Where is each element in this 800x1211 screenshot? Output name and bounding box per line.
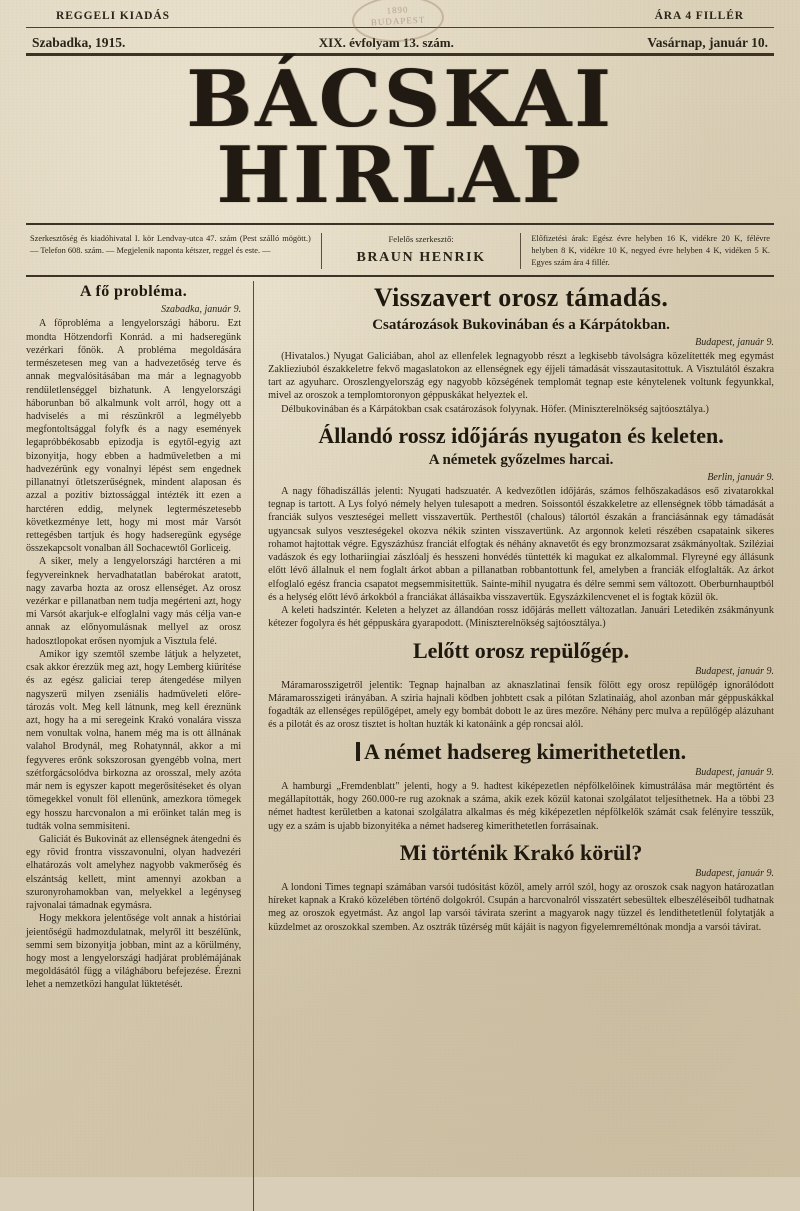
article-visszavert xyxy=(268,283,774,415)
article-paragraph: (Hivatalos.) Nyugat Galiciában, ahol az ellenfelek legnagyobb részt a legkisebb távolságra közelítették meg egymást Zaklieziuból északkeletre fekvő magaslatokon az ellenségnek egy éjjeli támadását visszautasitottuk. A Visztulától északra tart az agyuharc. Oroszlengyelország egy nagyobb községének templomát tegnap este kénytelenek voltunk fegyunkkal, mivel az oroszok a templomtoronyon géppuskákat helyeztek el. xyxy=(268,350,774,402)
divider-under-colophon xyxy=(26,275,774,277)
left-paragraph: A siker, mely a lengyelországi harctéren a mi fegyvereinknek hervadhatatlan babérokat aratott, nagy zavarba hozta az orosz ellenséget. Az orosz vezérkar e pillanatban nem tudja megérteni azt, hogy mi Varsót akarjuk-e elfoglalni vagy más célja van-e annak az előnyomulásnak mellyel az orosz hadosztlopokat erősen nyomjuk a Visztula felé. xyxy=(26,556,242,647)
left-paragraph: A főprobléma a lengyelországi háboru. Ezt mondta Hötzendorfi Konrád. a mi hadseregünk vezérkari főnök. A probléma megoldására természetesen meg van a hadvezetőség terve és annak megvalósitásában ma már a legnagyobb rendületlenséggel bizhatunk. A lengyelországi háborunban bő alkalmunk volt arról, hogy ott a hadviselés a mi részünkről a legmélyebb megfontoltsággal folyfk és a nagy események legapróbbékosabb epizodja is egytől-egyig azt bizonyitja, hogy ebben a hadműveletben a mi hadvezérünk egy vonalnyi lépést sem engednek pillanatnyi ötletszerűségnek, mindent alaposan és azzal a pozitiv biztossággal intézték itt ezen a harctéren eddig, melynek legtermészetesebb következménye lett, hogy mi most már Varsót rettegésben tartjuk és hogy hadseregünk egysége összekapcsolt vonalban áll Sochacewtől Gorliceig. xyxy=(26,318,242,555)
stamp-year: 1890 xyxy=(386,4,409,16)
edition-label: REGGELI KIADÁS xyxy=(56,10,170,22)
colophon-office-info: Szerkesztőség és kiadóhivatal I. kör Lendvay-utca 47. szám (Pest szálló mögött.) — Telefon 608. szám. — Megjelenik naponta kétszer, reggel és este. — xyxy=(30,233,311,256)
article-dateline: Budapest, január 9. xyxy=(695,665,774,677)
article-dateline: Budapest, január 9. xyxy=(695,867,774,879)
article-paragraph: A nagy főhadiszállás jelenti: Nyugati hadszuatér. A kedvezőtlen időjárás, számos felhőszakadásos eső zivatarokkal tegnap is tartott. A Lys folyó némely helyen tulesapott a medren. Soissontól északkeletre az ellenségnek több támadását a franciák sulyos veszteségei mellett visszavertük. Perthestől (chalous) tálortól északán a franciásánnak egy támadását ugyancsak sulyos veszteségekel okozva nékik szinten visszavertünk. Az argonnok keleti részében csapataink sikeres rohamot hajtottak végre. Egyszázhúsz franciát elfogtak és néhány aknavetőt és egy bronzmozsarat zsákmányoltak. Sziléziai vadászok és egy lothariingiai zászlóalj és hesszeni honvédés tüntették ki magukat ez alkalommal. Flyreyné egy állásunk előtt lévő állalnuk el nem foglalt árkot abban a pillanatban robbantottunk fel, amelyben a franciák elfoglalták. Az árkot elfoglaló egész francia csapatot megsemmisitettük. Sainte-mihil nyugatra és délre semmi sem változott. Oberburnhauptból és a helység előtt lévő árkokból a franciákat állásaikba visszavertük. Egyszázkilencvenet el is fogtak közül ök. xyxy=(268,485,774,603)
left-paragraph: Amikor igy szemtől szembe látjuk a helyzetet, csak akkor érezzük meg azt, hogy Lemberg kiürítése és az egész galiciai terep átengedése milyen nagyszerű milyen zseniális hadműveleti előre-tározás volt. Meg kell látnunk, meg kell éreznünk azt, hogy ha a mi seregeink Krakó vonalára vissza nem vonultak volna, hanem még ma is ott állnának valahol Brodynál, meg Rohatynnál, akkor a mi fegyveres erőnk sokszorosan gyengébb volna, mert szétforgácsolódva birkozna az orosszal, mely azóta már nem is egyszer kapott megerősítéseket és olyan tömegekkel vonult föl ellenünk, amezkora tömegek egy hosszu harcvonalon a mi erőinket talán meg is tudták volna semmisiteni. xyxy=(26,648,242,832)
article-body xyxy=(26,281,774,1211)
article-paragraph: Délbukovinában és a Kárpátokban csak csatározások folyynak. Höfer. (Miniszterelnökség sajtóosztálya.) xyxy=(281,403,709,415)
divider-under-masthead xyxy=(26,223,774,225)
stamp-city: BUDAPEST xyxy=(370,14,426,28)
article-title-row xyxy=(268,739,774,764)
place-year: Szabadka, 1915. xyxy=(32,35,126,50)
article-repulogep xyxy=(268,638,774,732)
article-title: Visszavert orosz támadás. xyxy=(373,283,669,313)
issue-date: Vasárnap, január 10. xyxy=(647,35,768,50)
editor-name: BRAUN HENRIK xyxy=(356,250,486,266)
article-paragraph: A londoni Times tegnapi számában varsói tudósitást közöl, amely arról szól, hogy az oroszok csak nagyon határozatlan híreket kapnak a Krakó közelében történő dolgokról. Csupán a harcvonalról visszatért sebesültek elbeszéléseiből tudhatnak meg az oroszok egyetmást. Az angol lap varsói távirata szerint a magyarok nagy tüzzel és lendithetetlenül folytatják a küzdelmet az oroszokkal szemben. Az osztrák tüzérség műt kájáit is nagyon figyelemreméltónak mondja a varsói távirat. xyxy=(268,881,774,933)
colophon-subscription-prices: Előfizetési árak: Egész évre helyben 16 K, vidékre 20 K, félévre helyben 8 K, vidékre 10 K, negyed évre helyben 4 K, vidéken 5 K. Egyes szám ára 4 fillér. xyxy=(531,233,770,268)
masthead xyxy=(26,54,774,225)
editor-label: Felelős szerkesztő: xyxy=(388,233,454,244)
left-paragraph: Galiciát és Bukovinát az ellenségnek átengedni és egy rövid frontra visszavonulni, olyan hadvezéri elhatározás volt amelyhez nagyobb vakmerőség és elszántság kellett, mint amennyi azokban a szuronyrohamokban van, melyekkel a legényseg rajvonalai támadnak egymásra. xyxy=(26,833,242,912)
article-dateline: Berlin, január 9. xyxy=(707,471,774,483)
price-label: ÁRA 4 FILLÉR xyxy=(654,10,744,22)
newspaper-title: BÁCSKAI HIRLAP xyxy=(186,54,614,222)
column-left xyxy=(26,281,254,1211)
article-title: A német hadsereg kimerithetetlen. xyxy=(363,738,687,764)
article-title: Lelőtt orosz repülőgép. xyxy=(412,637,630,663)
article-dateline: Budapest, január 9. xyxy=(695,766,774,778)
article-paragraph: Máramarosszigetről jelentik: Tegnap hajnalban az aknaszlatinai fensík fölött egy orosz repülőgép ignorálódott Máramarosszigeti irányában. A sziria hajnali ködben johbtett csak a pilótan Szlatinaiág, ahol azonban már géppuskákkal fogadták az ellenséges repülőgépet, amely egy bombát dobott le az üres mezőre. Néhány perc mulva a repülőgép alázuhant és a pilotát és az orosz tisztet is holtan huzták ki katonáink a gép roncsai alól. xyxy=(268,679,774,731)
left-article-title: A fő probléma. xyxy=(80,283,188,301)
article-dateline: Budapest, január 9. xyxy=(695,336,774,348)
decorative-bar-icon xyxy=(356,742,360,761)
left-paragraph: Hogy mekkora jelentősége volt annak a históriai jeientőségű hadmozdulatnak, melyről itt beszélünk, semmi sem bizonyitja jobban, mint az a körülmény, hogy most a lengyelországi hadjárat problémájának megoldásától függ a világháboru befejezése. Érezni lehet a nemzetközi hangulat lüktetését. xyxy=(26,913,242,991)
article-krako xyxy=(268,840,774,934)
article-idojaras xyxy=(268,423,774,631)
volume-number: XIX. évfolyam 13. szám. xyxy=(318,35,454,50)
colophon-strip xyxy=(26,227,774,276)
left-article-dateline: Szabadka, január 9. xyxy=(161,304,242,316)
article-nemet-hadsereg xyxy=(268,739,774,833)
column-right xyxy=(254,281,774,1211)
colophon-editor xyxy=(321,233,522,270)
article-paragraph: A keleti hadszintér. Keleten a helyzet az állandóan rossz időjárás mellett változatlan. Januári Letedikén zsákmányunk kétezer fogolyra és hét géppuskára gyarapodott. (Miniszterelnökség sajtóosztálya.) xyxy=(268,605,774,630)
article-paragraph: A hamburgi „Fremdenblatt" jelenti, hogy a 9. hadtest kiképezetlen népfölkelőinek kimustrálása már megtörtént és megállapították, hogy 260.000-re rug azoknak a száma, akik ezek közül katonai szolgálatot teljesíthetnek. Ha a többi 23 német hadtest kerületben a katonai szolgálatra alkalmas és még kiképezetlen népfölkelők számát csak felényire tesszük, ugy ez a szám is ujabb bizonyitéka a német hadsereg kimerithetetlen forrásainak. xyxy=(268,780,774,832)
article-subtitle: Csatározások Bukovinában és a Kárpátokban. xyxy=(372,316,670,333)
article-subtitle: A németek győzelmes harcai. xyxy=(428,451,614,468)
article-title: Mi történik Krakó körül? xyxy=(399,839,643,865)
article-title: Állandó rossz időjárás nyugaton és keleten. xyxy=(318,422,724,448)
